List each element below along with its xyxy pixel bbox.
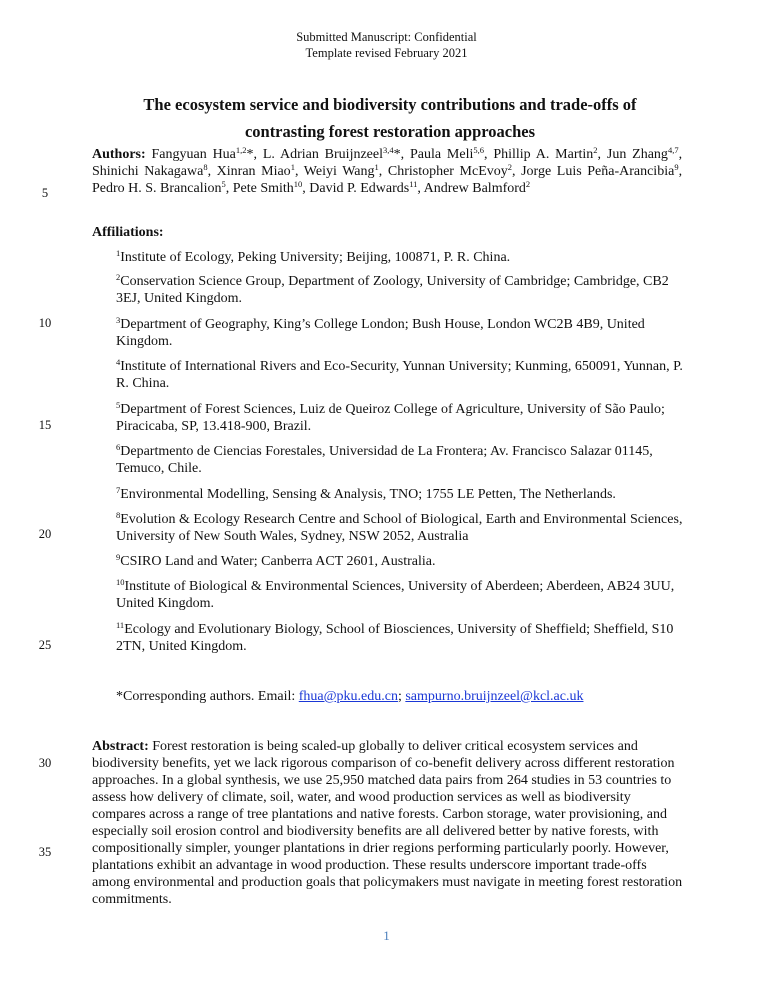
affiliations-heading: Affiliations: — [92, 225, 164, 240]
author: Christopher McEvoy$^2$, — [387, 162, 522, 179]
email-link-bruijnzeel[interactable]: sampurno.bruijnzeel@kcl.ac.uk — [405, 689, 584, 704]
abstract — [92, 738, 684, 908]
affiliation-9: $^9$CSIRO Land and Water; Canberra ACT 2601, Australia. — [116, 552, 436, 569]
affiliation-3: $^3$Department of Geography, King’s College London; Bush House, London WC2B 4B9, United Kingdom. — [116, 315, 645, 349]
email-link-hua[interactable]: fhua@pku.edu.cn — [298, 689, 398, 704]
author: Pete Smith$^{10}$, — [232, 179, 310, 196]
line-number: 35 — [38, 845, 52, 859]
manuscript-status: Submitted Manuscript: Confidential — [296, 30, 477, 44]
author: David P. Edwards$^{11}$, — [309, 179, 424, 196]
line-number: 25 — [38, 638, 52, 652]
affiliation-7: $^7$Environmental Modelling, Sensing & Analysis, TNO; 1755 LE Petten, The Netherlands. — [116, 485, 616, 502]
affiliation-2: $^2$Conservation Science Group, Department of Zoology, University of Cambridge; Cambridge, CB2 3EJ, United Kingdom. — [116, 272, 669, 306]
author: Andrew Balmford$^2$ — [423, 179, 531, 196]
author: Phillip A. Martin$^2$, — [493, 145, 607, 162]
author: Fangyuan Hua$^{1,2}$*, — [151, 145, 263, 162]
author: Jun Zhang$^{4,7}$, — [606, 145, 683, 162]
abstract-label: Abstract: — [92, 739, 149, 754]
author: Pedro H. S. Brancalion$^5$, — [92, 179, 233, 196]
author: L. Adrian Bruijnzeel$^{3,4}$*, — [262, 145, 410, 162]
line-number: 30 — [38, 756, 52, 770]
paper-title: The ecosystem service and biodiversity contributions and trade-offs of contrasting forest restoration approaches — [143, 95, 637, 141]
affiliation-11: $^{11}$Ecology and Evolutionary Biology, School of Biosciences, University of Sheffield; Sheffield, S10 2TN, United Kingdom. — [116, 620, 674, 654]
author: Jorge Luis Peña-Arancibia$^9$, — [521, 162, 683, 179]
affiliation-10: $^{10}$Institute of Biological & Environmental Sciences, University of Aberdeen; Aberdeen, AB24 3UU, United Kingdom. — [116, 577, 675, 611]
affiliation-1: $^1$Institute of Ecology, Peking University; Beijing, 100871, P. R. China. — [116, 248, 511, 265]
author: Paula Meli$^{5,6}$, — [409, 145, 494, 162]
line-number: 15 — [38, 418, 52, 432]
affiliation-8: $^8$Evolution & Ecology Research Centre and School of Biological, Earth and Environmental Sciences, University of New South Wales, Sydney, NSW 2052, Australia — [116, 510, 683, 544]
author: Xinran Miao$^1$, — [216, 162, 304, 179]
affiliation-4: $^4$Institute of International Rivers and Eco-Security, Yunnan University; Kunming, 650091, Yunnan, P. R. China. — [116, 357, 683, 391]
author: Shinichi Nakagawa$^8$, — [92, 162, 217, 179]
abstract-text: Forest restoration is being scaled-up globally to deliver critical ecosystem services and biodiversity benefits, yet we lack rigorous comparison of co-benefit delivery across different restoration approaches. In a global synthesis, we use 25,950 matched data pairs from 264 studies in 53 countries to assess how delivery of climate, soil, water, and wood production services as well as biodiversity compares across a range of tree plantations and native forests. Carbon storage, water provisioning, and especially soil erosion control and biodiversity benefits are all delivered better by native forests, with compositionally simpler, younger plantations in drier regions performing particularly poorly. However, plantations exhibit an advantage in wood production. These results underscore important trade-offs among environmental and production goals that policymakers must navigate in meeting forest restoration commitments. — [92, 739, 683, 907]
affiliation-5: $^5$Department of Forest Sciences, Luiz de Queiroz College of Agriculture, University of São Paulo; Piracicaba, SP, 13.418-900, Brazil. — [116, 400, 665, 434]
affiliation-6: $^6$Departmento de Ciencias Forestales, Universidad de La Frontera; Av. Francisco Salazar 01145, Temuco, Chile. — [116, 442, 653, 476]
line-number: 20 — [38, 527, 52, 541]
corresponding-authors: *Corresponding authors. Email: fhua@pku.edu.cn; sampurno.bruijnzeel@kcl.ac.uk — [116, 689, 584, 704]
authors-label: Authors: — [92, 147, 146, 162]
author-list — [92, 146, 682, 197]
line-number: 10 — [38, 316, 52, 330]
template-revision: Template revised February 2021 — [305, 46, 468, 60]
line-number: 5 — [41, 186, 49, 200]
author: Weiyi Wang$^1$, — [303, 162, 388, 179]
page-number: 1 — [383, 928, 390, 943]
